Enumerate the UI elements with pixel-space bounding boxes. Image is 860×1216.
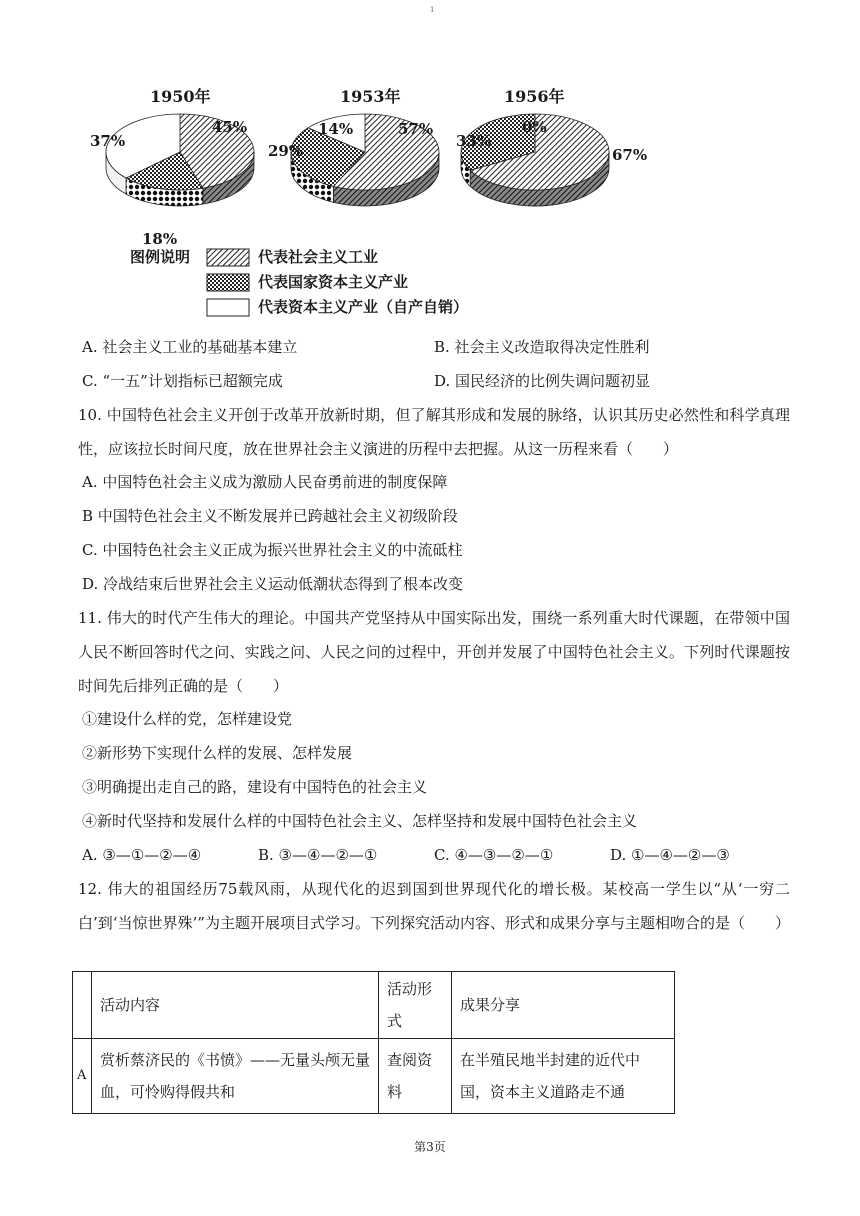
- q11-option-d: D. ①—④—②—③: [610, 846, 730, 864]
- table-header-row: [73, 972, 675, 1039]
- legend-swatch-state: [207, 274, 249, 291]
- table-cell: 赏析蔡济民的《书愤》——无量头颅无量血，可怜购得假共和: [92, 1039, 379, 1114]
- label-1956-socialist: 67%: [612, 146, 648, 164]
- table-cell: A: [73, 1039, 92, 1114]
- q9-option-b: B. 社会主义改造取得决定性胜利: [434, 338, 650, 356]
- table-cell: 在半殖民地半封建的近代中国，资本主义道路走不通: [452, 1039, 675, 1114]
- q12-table: [72, 971, 675, 1114]
- table-cell: 查阅资料: [379, 1039, 452, 1114]
- chart-title-1950: 1950年: [150, 87, 211, 106]
- page-footer: 第3页: [414, 1140, 446, 1154]
- q9-option-a: A. 社会主义工业的基础基本建立: [82, 338, 298, 356]
- q11-item-3: ③明确提出走自己的路，建设有中国特色的社会主义: [82, 778, 428, 796]
- page-header-mark: 1: [430, 6, 435, 14]
- q9-option-d: D. 国民经济的比例失调问题初显: [434, 372, 651, 390]
- chart-title-1953: 1953年: [340, 87, 401, 106]
- table-header-cell: 成果分享: [452, 972, 675, 1039]
- q9-option-c: C. “一五”计划指标已超额完成: [82, 372, 283, 390]
- label-1953-state: 29%: [268, 142, 304, 160]
- legend-item-state: 代表国家资本主义产业: [258, 273, 409, 291]
- legend-item-private: 代表资本主义产业（自产自销）: [258, 298, 469, 316]
- legend-title: 图例说明: [130, 248, 191, 266]
- label-1950-socialist: 45%: [212, 118, 248, 136]
- table-header-cell: [73, 972, 92, 1039]
- q10-stem: 10. 中国特色社会主义开创于改革开放新时期，但了解其形成和发展的脉络，认识其历史必然性和科学真理性，应该拉长时间尺度，放在世界社会主义演进的历程中去把握。从这一历程来看（ ）: [78, 406, 790, 458]
- q10-option-a: A. 中国特色社会主义成为激励人民奋勇前进的制度保障: [82, 473, 448, 491]
- q10-option-d: D. 冷战结束后世界社会主义运动低潮状态得到了根本改变: [82, 575, 464, 593]
- table-header-cell: 活动形式: [379, 972, 452, 1039]
- label-1953-private: 14%: [318, 120, 354, 138]
- q11-item-1: ①建设什么样的党，怎样建设党: [82, 710, 293, 728]
- q10-option-b: B 中国特色社会主义不断发展并已跨越社会主义初级阶段: [82, 507, 458, 525]
- q12-stem: 12. 伟大的祖国经历75载风雨，从现代化的迟到国到世界现代化的增长极。某校高一学生以“从‘一穷二白’到‘当惊世界殊’”为主题开展项目式学习。下列探究活动内容、形式和成果分享与主题相吻合的是（ ）: [78, 880, 790, 932]
- q11-item-4: ④新时代坚持和发展什么样的中国特色社会主义、怎样坚持和发展中国特色社会主义: [82, 812, 638, 830]
- legend-item-socialist: 代表社会主义工业: [258, 248, 379, 266]
- label-1953-socialist: 57%: [398, 120, 434, 138]
- q11-item-2: ②新形势下实现什么样的发展、怎样发展: [82, 744, 353, 762]
- label-1950-state: 18%: [142, 230, 178, 248]
- legend-swatch-socialist: [207, 249, 249, 266]
- legend-swatch-private: [207, 299, 249, 316]
- q11-option-c: C. ④—③—②—①: [434, 846, 554, 864]
- pie-chart-figure: [80, 82, 660, 322]
- label-1956-private: 0%: [522, 118, 547, 136]
- q10-option-c: C. 中国特色社会主义正成为振兴世界社会主义的中流砥柱: [82, 541, 463, 559]
- label-1950-private: 37%: [90, 132, 126, 150]
- label-1956-state: 33%: [456, 132, 492, 150]
- chart-title-1956: 1956年: [504, 87, 565, 106]
- q11-option-b: B. ③—④—②—①: [258, 846, 378, 864]
- q11-option-a: A. ③—①—②—④: [82, 846, 202, 864]
- table-header-cell: 活动内容: [92, 972, 379, 1039]
- table-row: [73, 1039, 675, 1114]
- legend-swatches: [206, 248, 250, 318]
- q11-stem: 11. 伟大的时代产生伟大的理论。中国共产党坚持从中国实际出发，围绕一系列重大时代课题，在带领中国人民不断回答时代之问、实践之问、人民之问的过程中，开创并发展了中国特色社会主义。下列时代课题按时间先后排列正确的是（ ）: [78, 609, 790, 695]
